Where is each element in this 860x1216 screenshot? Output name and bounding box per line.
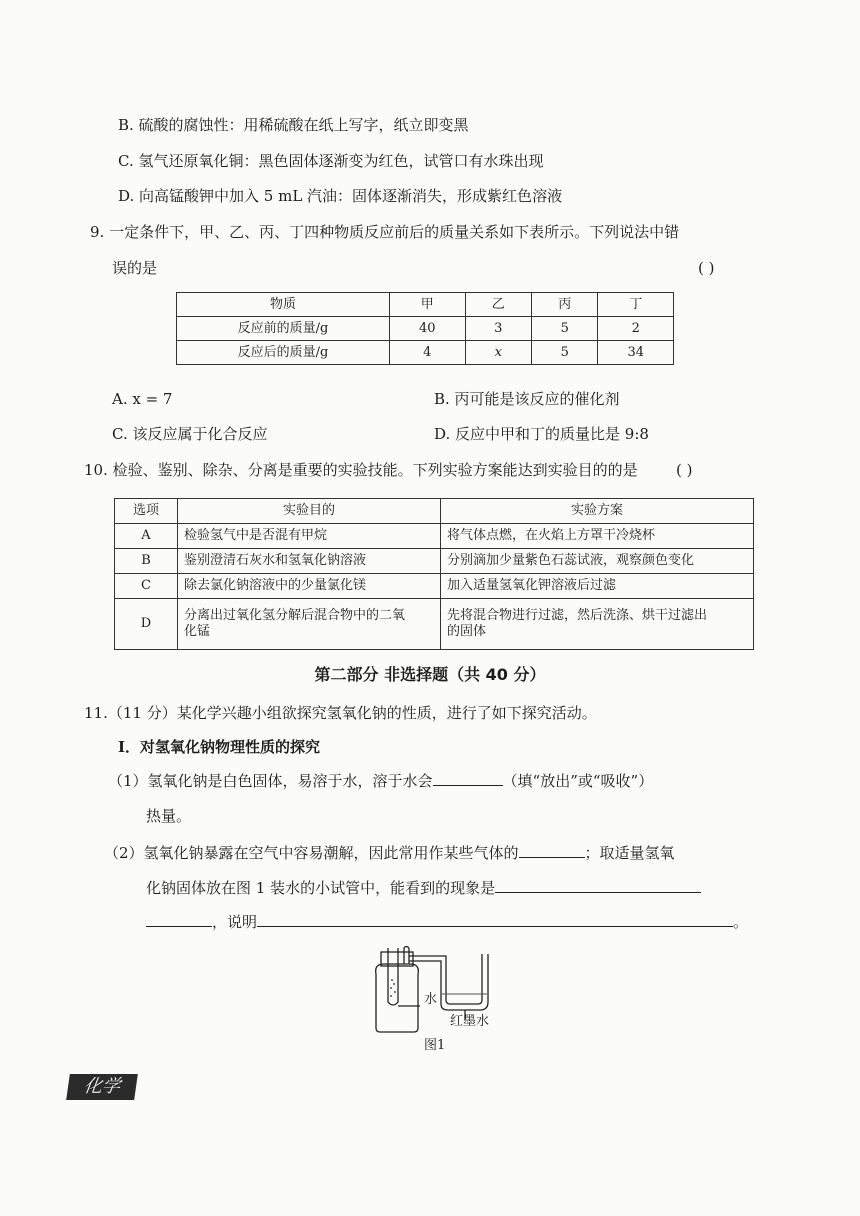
part2-title: 第二部分 非选择题（共 40 分） [314, 665, 546, 684]
table-cell: 加入适量氢氧化钾溶液后过滤 [441, 574, 754, 599]
q10-answer-paren: ( ) [676, 461, 693, 479]
q9-option-a: A. x = 7 [112, 390, 173, 408]
table-cell: D [115, 599, 178, 650]
answer-blank[interactable] [519, 843, 585, 858]
table-cell: 反应前的质量/g [177, 317, 390, 341]
table-header-cell: 丁 [598, 293, 674, 317]
q11-p2-line2 [146, 878, 701, 898]
cell-line: 化锰 [184, 624, 211, 639]
table-header-cell: 选项 [115, 499, 178, 524]
table-cell: 40 [390, 317, 466, 341]
table-cell [441, 599, 754, 650]
table-header-cell: 甲 [390, 293, 466, 317]
q11-p1 [108, 771, 653, 791]
figure-label-water: 水 [424, 992, 438, 1007]
table-cell: 5 [531, 317, 597, 341]
q8-option-c: C. 氢气还原氧化铜：黑色固体逐渐变为红色，试管口有水珠出现 [118, 152, 544, 170]
table-cell: A [115, 524, 178, 549]
q11-section-1: Ⅰ．对氢氧化钠物理性质的探究 [118, 738, 321, 756]
table-cell: 34 [598, 341, 674, 365]
q11-p2-text-d: ，说明 [212, 913, 258, 931]
table-row [115, 599, 754, 650]
table-cell: C [115, 574, 178, 599]
u-tube-inner [409, 954, 488, 1010]
q11-p2-text-c: 化钠固体放在图 1 装水的小试管中，能看到的现象是 [146, 879, 496, 897]
q9-option-c: C. 该反应属于化合反应 [112, 425, 268, 443]
q11-p1-text-b: （填“放出”或“吸收”） [502, 772, 654, 790]
q10-stem: 10. 检验、鉴别、除杂、分离是重要的实验技能。下列实验方案能达到实验目的的是 [84, 461, 638, 479]
table-cell [178, 599, 441, 650]
cell-line: 先将混合物进行过滤，然后洗涤、烘干过滤出 [447, 608, 708, 623]
answer-blank[interactable] [495, 878, 701, 893]
answer-blank[interactable] [146, 912, 212, 927]
table-cell: 将气体点燃，在火焰上方罩干冷烧杯 [441, 524, 754, 549]
cell-line: 的固体 [447, 624, 487, 639]
table-row [177, 341, 674, 365]
cell-line: 分离出过氧化氢分解后混合物中的二氧 [184, 608, 406, 623]
table-cell: 5 [531, 341, 597, 365]
table-cell: 检验氢气中是否混有甲烷 [178, 524, 441, 549]
table-cell: 2 [598, 317, 674, 341]
q9-option-d: D. 反应中甲和丁的质量比是 9:8 [434, 425, 649, 443]
answer-blank[interactable] [257, 912, 733, 927]
table-header-cell: 实验方案 [441, 499, 754, 524]
q9-stem-line1: 9. 一定条件下，甲、乙、丙、丁四种物质反应前后的质量关系如下表所示。下列说法中错 [90, 223, 680, 241]
q9-option-b: B. 丙可能是该反应的催化剂 [434, 390, 620, 408]
answer-blank[interactable] [433, 771, 503, 786]
table-cell: x [465, 341, 531, 365]
table-row [115, 574, 754, 599]
q11-p2-line3 [146, 912, 748, 932]
table-header-row [177, 293, 674, 317]
q9-answer-paren: ( ) [698, 259, 715, 277]
table-row [177, 317, 674, 341]
table-cell: 分别滴加少量紫色石蕊试液，观察颜色变化 [441, 549, 754, 574]
q11-p1-text-a: （1）氢氧化钠是白色固体，易溶于水，溶于水会 [108, 772, 433, 790]
table-cell: 3 [465, 317, 531, 341]
table-header-cell: 丙 [531, 293, 597, 317]
q9-stem-line2: 误的是 [112, 259, 158, 277]
table-header-cell: 乙 [465, 293, 531, 317]
table-cell: 鉴别澄清石灰水和氢氧化钠溶液 [178, 549, 441, 574]
table-header-cell: 物质 [177, 293, 390, 317]
table-cell: B [115, 549, 178, 574]
flask [376, 964, 419, 1032]
table-row [115, 549, 754, 574]
q11-p2-text-a: （2）氢氧化钠暴露在空气中容易潮解，因此常用作某些气体的 [104, 844, 519, 862]
small-test-tube [388, 948, 398, 1005]
q10-experiment-table [114, 498, 754, 650]
q11-p2-text-e: 。 [733, 913, 749, 931]
q8-option-d: D. 向高锰酸钾中加入 5 mL 汽油：固体逐渐消失，形成紫红色溶液 [118, 187, 563, 205]
q8-option-b: B. 硫酸的腐蚀性：用稀硫酸在纸上写字，纸立即变黑 [118, 116, 469, 134]
q11-p2-text-b: ；取适量氢氧 [584, 844, 675, 862]
table-cell: 除去氯化钠溶液中的少量氯化镁 [178, 574, 441, 599]
table-cell: 反应后的质量/g [177, 341, 390, 365]
figure-label-red-ink: 红墨水 [450, 1014, 490, 1029]
table-header-cell: 实验目的 [178, 499, 441, 524]
q9-mass-table [176, 292, 674, 365]
subject-badge: 化学 [66, 1074, 138, 1100]
table-cell: 4 [390, 341, 466, 365]
table-header-row [115, 499, 754, 524]
figure-caption: 图1 [424, 1038, 446, 1053]
q11-p1-cont: 热量。 [146, 807, 192, 825]
table-row [115, 524, 754, 549]
q11-p2 [104, 843, 675, 863]
q11-stem: 11.（11 分）某化学兴趣小组欲探究氢氧化钠的性质，进行了如下探究活动。 [84, 704, 597, 722]
